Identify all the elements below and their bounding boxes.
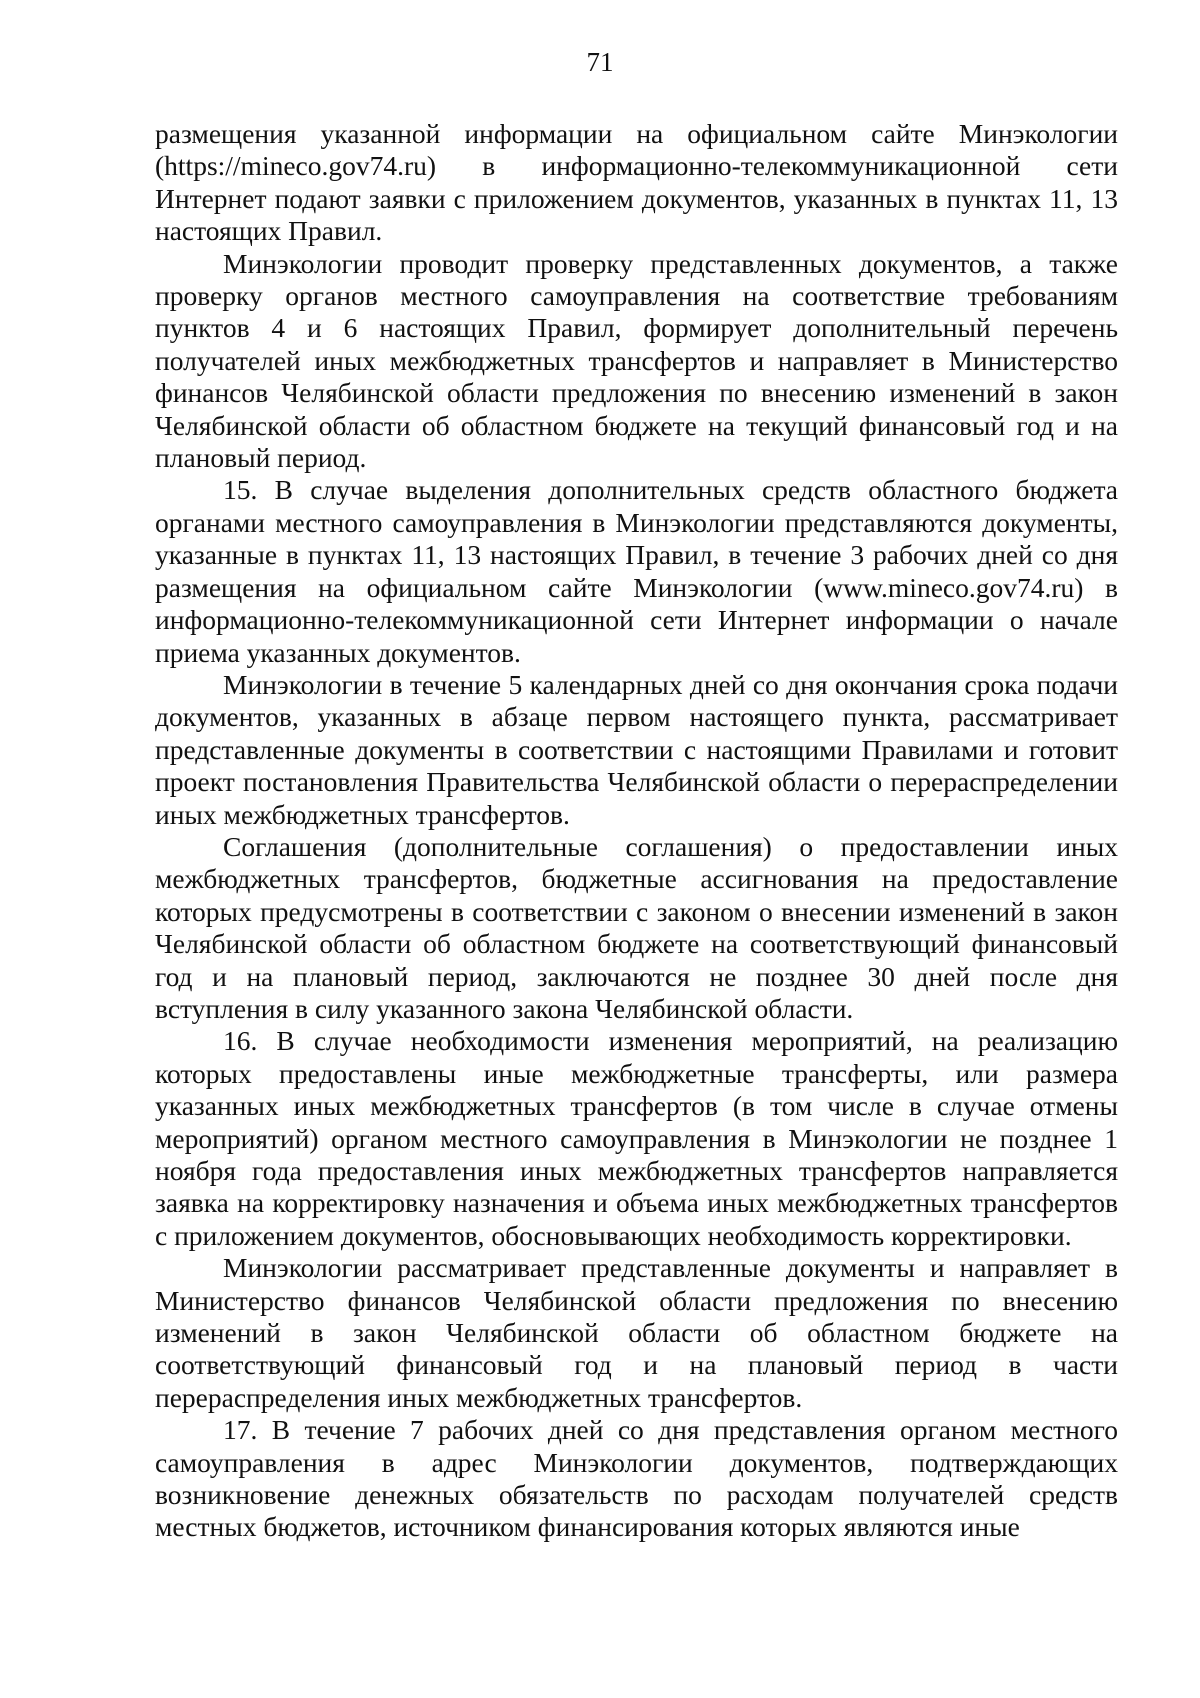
paragraph: Минэкологии рассматривает представленные документы и направляет в Министерство финансов Челябинской области предложения по внесению изменений в закон Челябинской области об областном бюджете на соответствующий финансовый год и на плановый период в части перераспределения иных межбюджетных трансфертов. <box>155 1252 1118 1413</box>
paragraph: Минэкологии проводит проверку представленных документов, а также проверку органов местного самоуправления на соответствие требованиям пунктов 4 и 6 настоящих Правил, формирует дополнительный перечень получателей иных межбюджетных трансфертов и направляет в Министерство финансов Челябинской области предложения по внесению изменений в закон Челябинской области об областном бюджете на текущий финансовый год и на плановый период. <box>155 247 1118 474</box>
paragraph: Минэкологии в течение 5 календарных дней со дня окончания срока подачи документов, указанных в абзаце первом настоящего пункта, рассматривает представленные документы в соответствии с настоящими Правилами и готовит проект постановления Правительства Челябинской области о перераспределении иных межбюджетных трансфертов. <box>155 668 1118 830</box>
document-body <box>155 118 1118 1544</box>
paragraph-item-15: 15. В случае выделения дополнительных средств областного бюджета органами местного самоуправления в Минэкологии представляются документы, указанные в пунктах 11, 13 настоящих Правил, в течение 3 рабочих дней со дня размещения на официальном сайте Минэкологии (www.mineco.gov74.ru) в информационно-телекоммуникационной сети Интернет информации о начале приема указанных документов. <box>155 474 1118 668</box>
paragraph-item-16: 16. В случае необходимости изменения мероприятий, на реализацию которых предоставлены иные межбюджетные трансферты, или размера указанных иных межбюджетных трансфертов (в том числе в случае отмены мероприятий) органом местного самоуправления в Минэкологии не позднее 1 ноября года предоставления иных межбюджетных трансфертов направляется заявка на корректировку назначения и объема иных межбюджетных трансфертов с приложением документов, обосновывающих необходимость корректировки. <box>155 1025 1118 1251</box>
paragraph-item-17: 17. В течение 7 рабочих дней со дня представления органом местного самоуправления в адрес Минэкологии документов, подтверждающих возникновение денежных обязательств по расходам получателей средств местных бюджетов, источником финансирования которых являются иные <box>155 1414 1118 1543</box>
paragraph: размещения указанной информации на официальном сайте Минэкологии (https://mineco.gov74.ru) в информационно-телекоммуникационной сети Интернет подают заявки с приложением документов, указанных в пунктах 11, 13 настоящих Правил. <box>155 118 1118 247</box>
page-number: 71 <box>586 47 614 77</box>
paragraph: Соглашения (дополнительные соглашения) о предоставлении иных межбюджетных трансфертов, бюджетные ассигнования на предоставление которых предусмотрены в соответствии с законом о внесении изменений в закон Челябинской области об областном бюджете на соответствующий финансовый год и на плановый период, заключаются не позднее 30 дней после дня вступления в силу указанного закона Челябинской области. <box>155 830 1118 1024</box>
